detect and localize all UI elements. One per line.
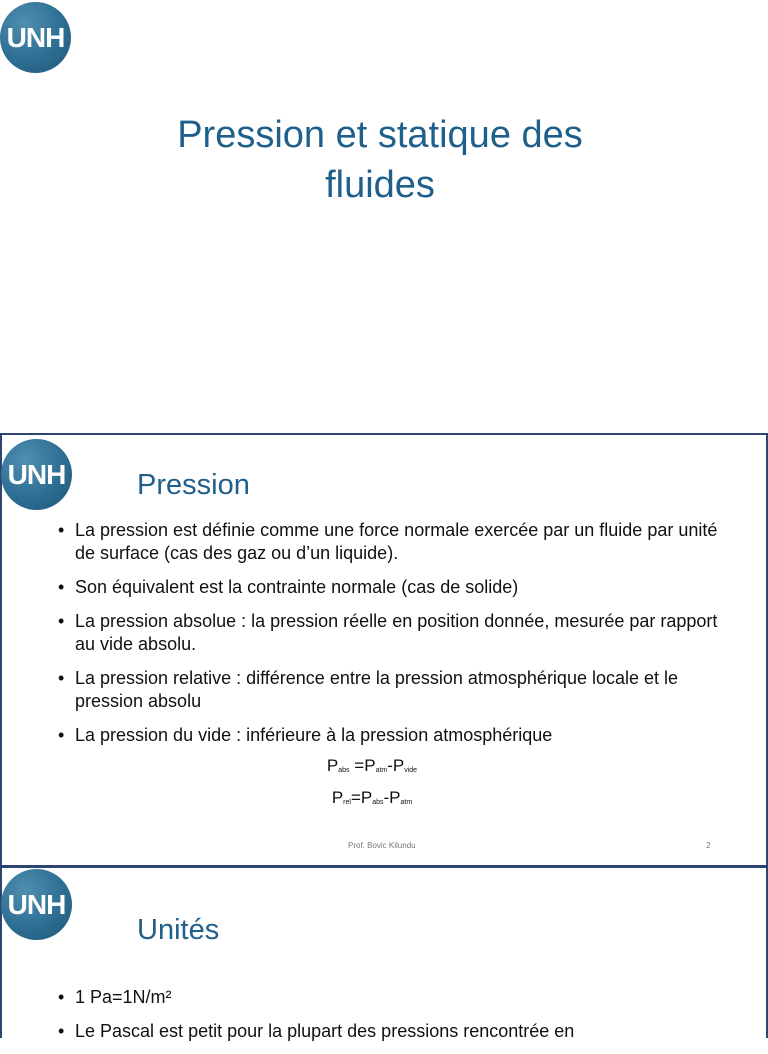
bullet-text: La pression est définie comme une force normale exercée par un fluide par unité de surface (cas des gaz ou d’un liquide). xyxy=(75,520,718,563)
bullet-icon: • xyxy=(58,725,65,745)
bullet-icon: • xyxy=(58,668,65,688)
logo-text: UNH xyxy=(7,458,66,490)
bullet-icon: • xyxy=(58,611,65,631)
slide-unites xyxy=(0,866,768,1041)
bullet-icon: • xyxy=(58,577,65,597)
bullet-text: La pression relative : différence entre la pression atmosphérique locale et le pression absolu xyxy=(75,668,679,711)
bullet-text: Son équivalent est la contrainte normale (cas de solide) xyxy=(75,577,519,597)
bullet-text: Le Pascal est petit pour la plupart des pressions rencontrée en xyxy=(75,1021,575,1041)
list-item xyxy=(58,667,718,713)
list-item xyxy=(58,1020,718,1043)
list-item xyxy=(58,576,718,599)
bullet-icon: • xyxy=(58,987,65,1007)
bullet-text: La pression absolue : la pression réelle en position donnée, mesurée par rapport au vide absolu. xyxy=(75,611,718,654)
list-item xyxy=(58,986,718,1009)
unh-logo-icon xyxy=(1,439,72,510)
bullet-icon: • xyxy=(58,1021,65,1041)
bullet-text: La pression du vide : inférieure à la pression atmosphérique xyxy=(75,725,553,745)
logo-text: UNH xyxy=(6,21,65,53)
unh-logo-icon xyxy=(0,2,71,73)
bullet-text: 1 Pa=1N/m² xyxy=(75,987,172,1007)
slide-title: Pression xyxy=(137,469,250,501)
list-item xyxy=(58,519,718,565)
formula-relative-pressure: $P_{rel}=P_{abs}-P_{atm}$ xyxy=(331,788,413,807)
footer-author: Prof. Bovic Kilundu xyxy=(348,841,416,850)
logo-text: UNH xyxy=(7,888,66,920)
bullet-list xyxy=(58,986,718,1054)
list-item xyxy=(58,610,718,656)
unh-logo-icon xyxy=(1,869,72,940)
page-number: 2 xyxy=(706,841,711,850)
slide-pression xyxy=(0,433,768,867)
formula-absolute-pressure: $P_{abs} =P_{atm}-P_{vide}$ xyxy=(326,756,418,775)
title-slide xyxy=(0,0,768,432)
presentation-title: Pression et statique des fluides xyxy=(177,114,583,206)
slide-title: Unités xyxy=(137,914,220,946)
bullet-icon: • xyxy=(58,520,65,540)
list-item xyxy=(58,724,718,747)
bullet-list xyxy=(58,519,718,758)
